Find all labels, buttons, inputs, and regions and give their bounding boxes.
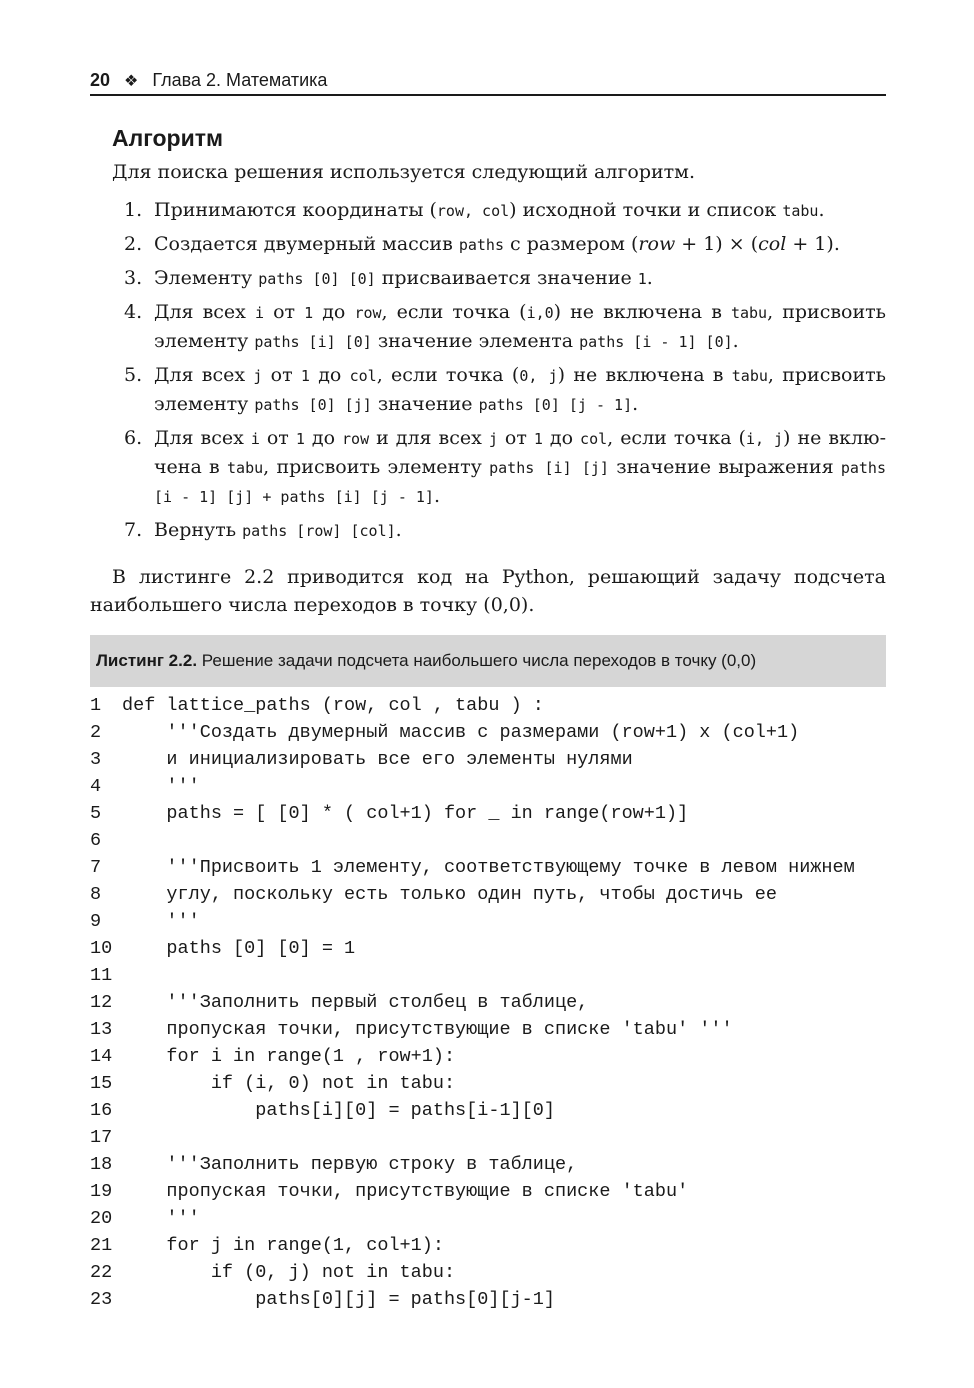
listing-label: Листинг 2.2. bbox=[96, 651, 198, 670]
step-text-fragment: , присвоить элементу bbox=[263, 456, 490, 478]
step-text-fragment: присваивается значение bbox=[375, 267, 638, 289]
inline-code: paths [i - 1] [j] + paths [i] [j - 1] bbox=[154, 459, 886, 506]
code-line bbox=[90, 1178, 886, 1205]
line-number: 23 bbox=[90, 1289, 113, 1310]
code-line bbox=[90, 881, 886, 908]
step-number: 1. bbox=[124, 199, 143, 221]
step-text-fragment: + 1). bbox=[786, 233, 840, 255]
code-text: for i in range(1 , row+1): bbox=[122, 1046, 456, 1067]
algorithm-step bbox=[124, 424, 886, 511]
inline-code: paths [0] [0] bbox=[258, 270, 376, 288]
inline-code: tabu bbox=[730, 304, 768, 322]
code-text: '''Заполнить первый столбец в таблице, bbox=[122, 992, 589, 1013]
inline-code: 1 bbox=[637, 270, 647, 288]
step-text-fragment: , если точка ( bbox=[607, 427, 746, 449]
code-text: if (i, 0) not in tabu: bbox=[122, 1073, 456, 1094]
inline-code: col bbox=[580, 430, 608, 448]
line-number: 22 bbox=[90, 1262, 113, 1283]
step-text-fragment: . bbox=[646, 267, 653, 289]
line-number: 2 bbox=[90, 722, 102, 743]
step-number: 2. bbox=[124, 233, 143, 255]
inline-code: tabu bbox=[782, 202, 819, 220]
inline-code: 1 bbox=[304, 304, 314, 322]
code-text: углу, поскольку есть только один путь, чтобы достичь ее bbox=[122, 884, 778, 905]
code-line bbox=[90, 989, 886, 1016]
algorithm-step bbox=[124, 516, 886, 545]
step-text-fragment: Создается двумерный массив bbox=[154, 233, 459, 255]
step-text bbox=[154, 424, 886, 511]
line-number: 20 bbox=[90, 1208, 113, 1229]
step-number: 4. bbox=[124, 301, 143, 323]
step-text-fragment: Вернуть bbox=[154, 519, 243, 541]
step-text-fragment: ) не включена в bbox=[154, 427, 886, 478]
step-text-fragment: с размером ( bbox=[503, 233, 639, 255]
inline-code: col bbox=[349, 367, 377, 385]
step-text-fragment: до bbox=[542, 427, 581, 449]
step-text-fragment: Для всех bbox=[154, 301, 255, 323]
step-number: 5. bbox=[124, 364, 143, 386]
line-number: 14 bbox=[90, 1046, 113, 1067]
step-text-fragment: Элементу bbox=[154, 267, 259, 289]
step-text-fragment: от bbox=[264, 301, 305, 323]
algorithm-step bbox=[124, 264, 886, 293]
code-line bbox=[90, 692, 886, 719]
inline-code: 0, j bbox=[519, 367, 558, 385]
step-text bbox=[154, 516, 886, 545]
step-text bbox=[154, 298, 886, 356]
code-line bbox=[90, 935, 886, 962]
algorithm-step bbox=[124, 196, 886, 225]
step-text-fragment: до bbox=[309, 364, 350, 386]
inline-code: i,0 bbox=[526, 304, 554, 322]
algorithm-step bbox=[124, 230, 886, 259]
line-number: 5 bbox=[90, 803, 102, 824]
code-line bbox=[90, 854, 886, 881]
line-number: 4 bbox=[90, 776, 102, 797]
step-text-fragment: значение выражения bbox=[608, 456, 841, 478]
inline-code: tabu bbox=[227, 459, 264, 477]
step-text-fragment: значение элемента bbox=[371, 330, 580, 352]
line-number: 1 bbox=[90, 695, 102, 716]
code-line bbox=[90, 1232, 886, 1259]
code-line bbox=[90, 962, 886, 989]
section-intro: Для поиска решения используется следующий алгоритм. bbox=[112, 161, 695, 183]
inline-code: paths [i] [j] bbox=[489, 459, 609, 477]
code-line bbox=[90, 827, 886, 854]
code-line bbox=[90, 1043, 886, 1070]
inline-code: paths [0] [j] bbox=[254, 396, 372, 414]
step-text-fragment: Принимаются координаты ( bbox=[154, 199, 437, 221]
step-text-fragment: , присвоить элементу bbox=[154, 364, 886, 415]
line-number: 16 bbox=[90, 1100, 113, 1121]
step-text-fragment: . bbox=[395, 519, 402, 541]
step-text-fragment: до bbox=[304, 427, 343, 449]
code-text: paths[0][j] = paths[0][j-1] bbox=[122, 1289, 555, 1310]
code-text: paths = [ [0] * ( col+1) for _ in range(row+1)] bbox=[122, 803, 689, 824]
step-text-fragment: + 1) × ( bbox=[675, 233, 759, 255]
line-number: 7 bbox=[90, 857, 102, 878]
page-number: 20 bbox=[90, 70, 111, 90]
code-text: '''Создать двумерный массив с размерами (row+1) x (col+1) bbox=[122, 722, 800, 743]
code-text: ''' bbox=[122, 911, 200, 932]
step-text-fragment: . bbox=[433, 485, 441, 507]
code-listing bbox=[90, 692, 886, 1313]
step-text bbox=[154, 230, 886, 259]
listing-caption bbox=[90, 635, 886, 687]
code-text: ''' bbox=[122, 776, 200, 797]
code-line bbox=[90, 1124, 886, 1151]
inline-code: i, j bbox=[745, 430, 784, 448]
code-text: if (0, j) not in tabu: bbox=[122, 1262, 456, 1283]
code-text: ''' bbox=[122, 1208, 200, 1229]
inline-code: i bbox=[254, 304, 264, 322]
running-header bbox=[90, 66, 886, 96]
code-line bbox=[90, 773, 886, 800]
line-number: 9 bbox=[90, 911, 102, 932]
code-line bbox=[90, 800, 886, 827]
step-number: 6. bbox=[124, 427, 143, 449]
chapter-title: Глава 2. Математика bbox=[152, 70, 328, 90]
inline-code: 1 bbox=[295, 430, 305, 448]
step-text-fragment: ) не включена в bbox=[553, 301, 731, 323]
step-text-fragment: . bbox=[732, 330, 739, 352]
inline-code: 1 bbox=[300, 367, 310, 385]
line-number: 6 bbox=[90, 830, 102, 851]
step-text-fragment: col bbox=[758, 233, 787, 255]
line-number: 3 bbox=[90, 749, 102, 770]
step-text-fragment: ) исходной точки и список bbox=[509, 199, 783, 221]
line-number: 11 bbox=[90, 965, 113, 986]
inline-code: paths [i - 1] [0] bbox=[579, 333, 733, 351]
inline-code: paths bbox=[458, 236, 504, 254]
step-text-fragment: и для всех bbox=[369, 427, 489, 449]
inline-code: paths [0] [j - 1] bbox=[478, 396, 633, 414]
line-number: 10 bbox=[90, 938, 113, 959]
code-line bbox=[90, 719, 886, 746]
line-number: 8 bbox=[90, 884, 102, 905]
step-number: 7. bbox=[124, 519, 143, 541]
step-text-fragment: от bbox=[262, 364, 301, 386]
code-line bbox=[90, 1151, 886, 1178]
code-line bbox=[90, 1016, 886, 1043]
inline-code: j bbox=[253, 367, 263, 385]
code-line bbox=[90, 746, 886, 773]
inline-code: row, col bbox=[436, 202, 510, 220]
step-text-fragment: ) не включена в bbox=[557, 364, 732, 386]
section-title: Алгоритм bbox=[112, 125, 224, 151]
line-number: 21 bbox=[90, 1235, 113, 1256]
body-paragraph: В листинге 2.2 приводится код на Python, решающий задачу подсчета наибольшего числа переходов в точку (0,0). bbox=[90, 566, 886, 616]
code-line bbox=[90, 1259, 886, 1286]
inline-code: row bbox=[342, 430, 370, 448]
step-text-fragment: Для всех bbox=[154, 427, 251, 449]
separator-ornament-icon: ❖ bbox=[124, 73, 139, 90]
step-text-fragment: , если точка ( bbox=[376, 364, 520, 386]
code-line bbox=[90, 1205, 886, 1232]
line-number: 19 bbox=[90, 1181, 113, 1202]
inline-code: j bbox=[488, 430, 498, 448]
step-text-fragment: от bbox=[259, 427, 296, 449]
step-text-fragment: до bbox=[313, 301, 355, 323]
algorithm-steps bbox=[90, 196, 886, 545]
algorithm-step bbox=[124, 298, 886, 356]
code-text: и инициализировать все его элементы нулями bbox=[122, 749, 633, 770]
listing-caption-text: Решение задачи подсчета наибольшего числа переходов в точку (0,0) bbox=[201, 651, 757, 670]
step-text bbox=[154, 196, 886, 225]
inline-code: paths [i] [0] bbox=[254, 333, 372, 351]
line-number: 12 bbox=[90, 992, 113, 1013]
inline-code: i bbox=[250, 430, 260, 448]
code-text: def lattice_paths (row, col , tabu ) : bbox=[122, 695, 544, 716]
step-text-fragment: , если точка ( bbox=[381, 301, 527, 323]
step-number: 3. bbox=[124, 267, 143, 289]
line-number: 17 bbox=[90, 1127, 113, 1148]
code-text: пропуская точки, присутствующие в списке 'tabu' bbox=[122, 1181, 689, 1202]
step-text bbox=[154, 264, 886, 293]
inline-code: row bbox=[354, 304, 382, 322]
book-page bbox=[90, 66, 886, 1313]
code-text: paths[i][0] = paths[i-1][0] bbox=[122, 1100, 555, 1121]
code-line bbox=[90, 908, 886, 935]
step-text-fragment: Для всех bbox=[154, 364, 254, 386]
algorithm-step bbox=[124, 361, 886, 419]
code-line bbox=[90, 1070, 886, 1097]
step-text bbox=[154, 361, 886, 419]
code-text: for j in range(1, col+1): bbox=[122, 1235, 444, 1256]
line-number: 15 bbox=[90, 1073, 113, 1094]
inline-code: paths [row] [col] bbox=[242, 522, 396, 540]
code-text: пропуская точки, присутствующие в списке 'tabu' ''' bbox=[122, 1019, 733, 1040]
step-text-fragment: от bbox=[497, 427, 534, 449]
step-text-fragment: row bbox=[638, 233, 676, 255]
code-text: '''Присвоить 1 элементу, соответствующему точке в левом нижнем bbox=[122, 857, 855, 878]
step-text-fragment: значение bbox=[371, 393, 479, 415]
code-text: paths [0] [0] = 1 bbox=[122, 938, 356, 959]
step-text-fragment: , присвоить элементу bbox=[154, 301, 886, 352]
line-number: 13 bbox=[90, 1019, 113, 1040]
code-line bbox=[90, 1097, 886, 1124]
line-number: 18 bbox=[90, 1154, 113, 1175]
code-text: '''Заполнить первую строку в таблице, bbox=[122, 1154, 578, 1175]
step-text-fragment: . bbox=[632, 393, 639, 415]
code-line bbox=[90, 1286, 886, 1313]
inline-code: tabu bbox=[731, 367, 768, 385]
inline-code: 1 bbox=[533, 430, 543, 448]
step-text-fragment: . bbox=[818, 199, 825, 221]
